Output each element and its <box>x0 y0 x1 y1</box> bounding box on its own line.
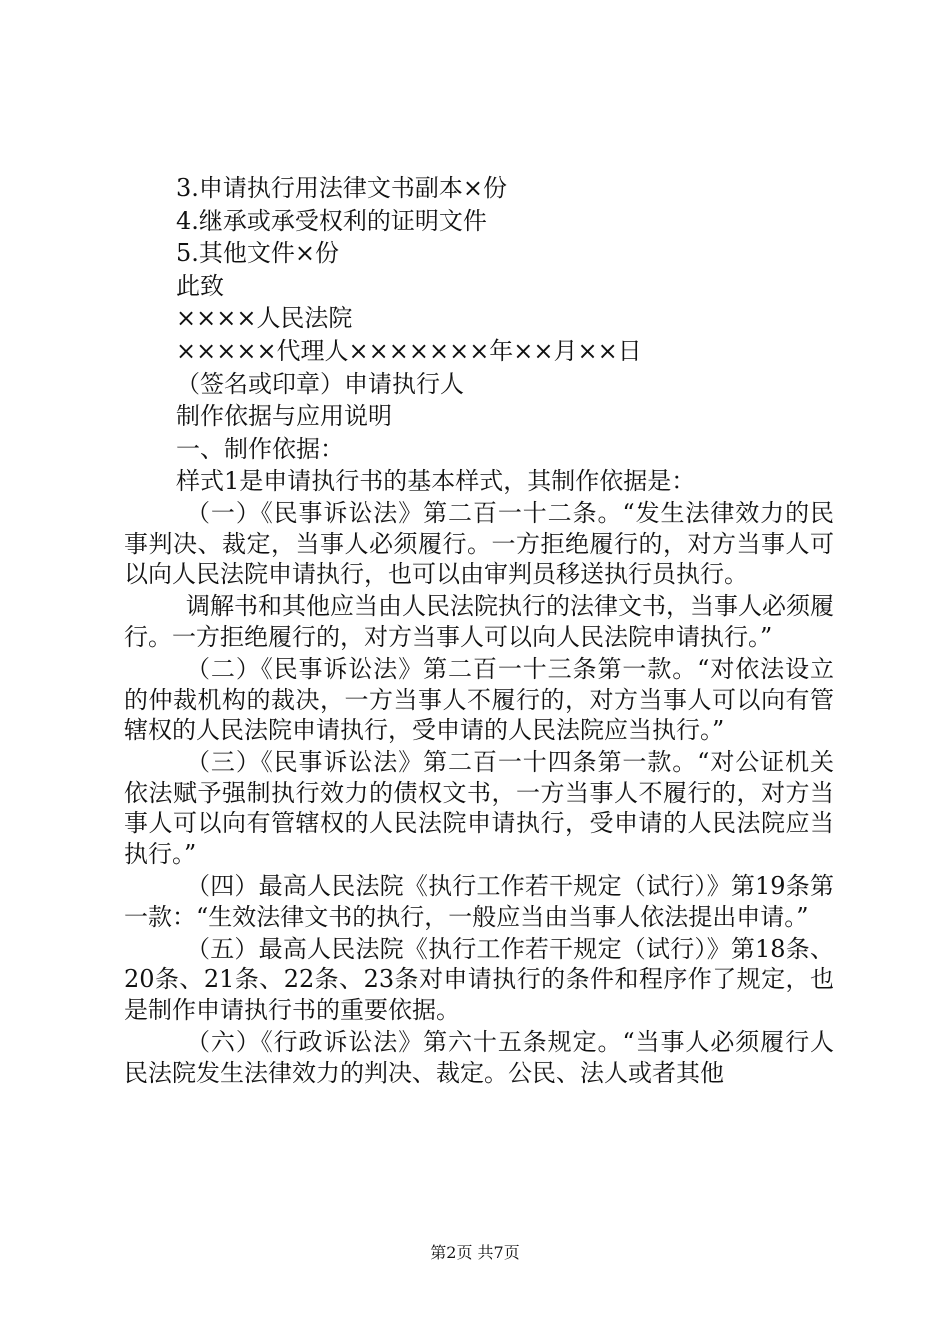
basis-paragraph-3: （三）《民事诉讼法》第二百一十四条第一款。“对公证机关依法赋予强制执行效力的债权文书，一方当事人不履行的，对方当事人可以向有管辖权的人民法院申请执行，受申请的人民法院应当执行。” <box>124 748 834 868</box>
basis-paragraph-5: （五）最高人民法院《执行工作若干规定（试行）》第18条、20条、21条、22条、23条对申请执行的条件和程序作了规定，也是制作申请执行书的重要依据。 <box>124 934 834 1024</box>
subsection-heading: 一、制作依据： <box>176 434 344 463</box>
salutation: 此致 <box>176 271 224 300</box>
basis-paragraph-1-cont: 调解书和其他应当由人民法院执行的法律文书，当事人必须履行。一方拒绝履行的，对方当事人可以向人民法院申请执行。” <box>124 592 834 651</box>
attachment-item-5: 5.其他文件×份 <box>176 239 340 268</box>
basis-paragraph-4: （四）最高人民法院《执行工作若干规定（试行）》第19条第一款：“生效法律文书的执行，一般应当由当事人依法提出申请。” <box>124 872 834 931</box>
section-heading: 制作依据与应用说明 <box>176 402 392 431</box>
agent-date-line: ×××××代理人×××××××年××月××日 <box>176 336 642 365</box>
attachment-item-4: 4.继承或承受权利的证明文件 <box>176 206 487 235</box>
court-addressee: ××××人民法院 <box>176 304 353 333</box>
page-number-footer: 第2页 共7页 <box>430 1243 520 1262</box>
document-body <box>124 172 834 1090</box>
intro-line: 样式1是申请执行书的基本样式，其制作依据是： <box>176 467 696 496</box>
basis-paragraph-6: （六）《行政诉讼法》第六十五条规定。“当事人必须履行人民法院发生法律效力的判决、裁定。公民、法人或者其他 <box>124 1028 834 1087</box>
attachment-item-3: 3.申请执行用法律文书副本×份 <box>176 174 508 202</box>
signature-line: （签名或印章）申请执行人 <box>176 369 464 398</box>
basis-paragraph-2: （二）《民事诉讼法》第二百一十三条第一款。“对依法设立的仲裁机构的裁决，一方当事人不履行的，对方当事人可以向有管辖权的人民法院申请执行，受申请的人民法院应当执行。” <box>124 654 834 745</box>
basis-paragraph-1: （一）《民事诉讼法》第二百一十二条。“发生法律效力的民事判决、裁定，当事人必须履行。一方拒绝履行的，对方当事人可以向人民法院申请执行，也可以由审判员移送执行员执行。 <box>124 498 834 589</box>
